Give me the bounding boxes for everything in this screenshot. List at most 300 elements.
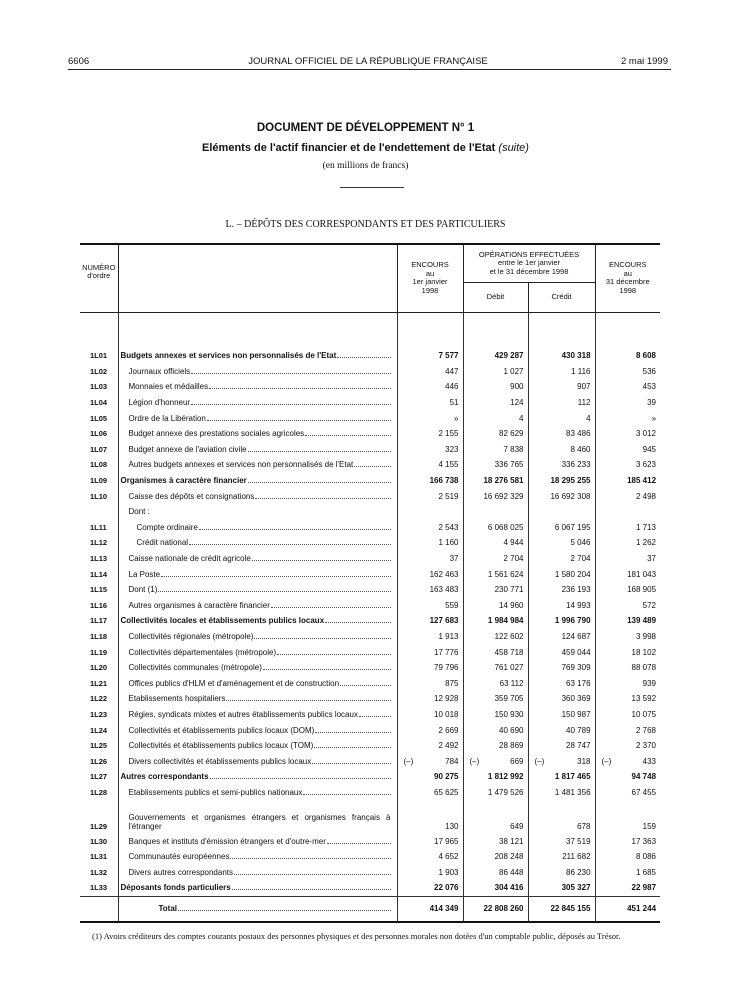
row-label-text: Légion d'honneur: [128, 398, 191, 408]
row-value: [528, 691, 595, 707]
subtitle-suffix: (suite): [498, 142, 529, 154]
row-value: [463, 348, 528, 364]
table-row: [80, 800, 660, 833]
row-value: [595, 535, 660, 551]
dot-leader: [248, 481, 391, 483]
row-code: 1L02: [90, 366, 108, 376]
row-label-text: Offices publics d'HLM et d'aménagement et de construction: [128, 678, 340, 688]
value-text: 1 812 992: [487, 772, 524, 782]
value-text: 2 370: [635, 741, 657, 751]
h-es-3: 1998: [421, 285, 439, 295]
row-value: [397, 675, 463, 691]
row-label-text: Dont :: [128, 507, 150, 517]
row-label: [118, 800, 397, 833]
table-row: [80, 691, 660, 707]
row-code: 1L29: [90, 822, 108, 832]
row-value: [463, 675, 528, 691]
value-text: 65 625: [434, 787, 459, 797]
row-code: 1L08: [90, 460, 108, 470]
value-text: 336 233: [561, 460, 591, 470]
dot-leader: [337, 356, 390, 358]
header-numero-line2: d'ordre: [87, 271, 111, 281]
negative-marker: (–): [403, 756, 414, 766]
row-value: [528, 660, 595, 676]
value-text: 124 687: [561, 631, 591, 641]
row-code: 1L07: [90, 444, 108, 454]
table-row: [80, 707, 660, 723]
value-text: 939: [642, 678, 657, 688]
table-row: [80, 753, 660, 769]
row-label: [118, 738, 397, 754]
row-label: [118, 753, 397, 769]
dot-leader: [189, 543, 390, 545]
row-value: [595, 566, 660, 582]
h-ee-3: 1998: [619, 285, 637, 295]
header-label: [118, 244, 397, 312]
row-value: [397, 769, 463, 785]
row-label-text: Budget annexe des prestations sociales agricoles: [128, 429, 305, 439]
value-text: 429 287: [494, 351, 524, 361]
row-value: [528, 722, 595, 738]
h-es-1: au: [425, 268, 435, 278]
table-row: [80, 566, 660, 582]
value-text: 79 796: [434, 663, 459, 673]
row-label: [118, 473, 397, 489]
table-row: [80, 520, 660, 536]
table-row: [80, 613, 660, 629]
dot-leader: [327, 842, 391, 844]
row-code: 1L26: [90, 756, 108, 766]
value-text: 83 486: [566, 429, 591, 439]
row-value: [595, 598, 660, 614]
row-label-text: Dont (1): [128, 585, 158, 595]
dot-leader: [161, 575, 390, 577]
header-encours-end: [595, 244, 660, 312]
row-code: 1L14: [90, 569, 108, 579]
row-label-text: Divers collectivités et établissements publics locaux: [128, 756, 312, 766]
row-value: [595, 644, 660, 660]
row-value: [397, 849, 463, 865]
row-value: [595, 613, 660, 629]
row-value: [463, 551, 528, 567]
value-text: 90 275: [434, 772, 459, 782]
value-text: 761 027: [494, 663, 524, 673]
units-note: (en millions de francs): [322, 161, 409, 171]
header-operations: [463, 244, 595, 282]
value-text: 17 776: [434, 647, 459, 657]
value-text: 678: [577, 822, 591, 832]
row-code: 1L04: [90, 398, 108, 408]
row-code: 1L30: [90, 836, 108, 846]
row-label-text: Collectivités et établissements publics locaux (DOM): [128, 725, 315, 735]
row-value: [595, 785, 660, 801]
row-value: [463, 457, 528, 473]
negative-marker: (–): [601, 756, 612, 766]
value-text: 22 845 155: [550, 904, 591, 914]
row-value: [595, 348, 660, 364]
row-label-text: Collectivités et établissements publics locaux (TOM): [128, 741, 314, 751]
row-value: [528, 582, 595, 598]
h-es-2: 1er janvier: [412, 277, 448, 287]
dot-leader: [248, 450, 391, 452]
value-text: 122 602: [494, 631, 524, 641]
value-text: 1 817 465: [554, 772, 591, 782]
table-row: [80, 660, 660, 676]
row-value: [528, 504, 595, 520]
row-value: [528, 800, 595, 833]
value-text: 12 928: [434, 694, 459, 704]
header-credit: Crédit: [528, 282, 595, 312]
value-text: 875: [445, 678, 459, 688]
row-value: [463, 613, 528, 629]
value-text: 18 295 255: [550, 476, 591, 486]
row-value: [595, 880, 660, 896]
row-code: 1L27: [90, 772, 108, 782]
dot-leader: [191, 403, 390, 405]
value-text: 4: [519, 413, 524, 423]
row-value: [397, 722, 463, 738]
separator-rule: [340, 187, 404, 188]
header-debit: Débit: [463, 282, 528, 312]
row-code: 1L31: [90, 852, 108, 862]
value-text: 82 629: [499, 429, 524, 439]
value-text: »: [454, 413, 459, 423]
row-label: [118, 566, 397, 582]
row-value: [595, 707, 660, 723]
row-value: [528, 613, 595, 629]
dot-leader: [312, 762, 390, 764]
section-title: L. – DÉPÔTS DES CORRESPONDANTS ET DES PARTICULIERS: [225, 219, 506, 230]
value-text: 1 479 526: [487, 787, 524, 797]
row-label: [118, 551, 397, 567]
value-text: 14 993: [566, 600, 591, 610]
row-code: 1L13: [90, 554, 108, 564]
row-value: [397, 566, 463, 582]
row-value: [397, 707, 463, 723]
table-row: [80, 364, 660, 380]
row-value: [463, 864, 528, 880]
negative-marker: (–): [469, 756, 480, 766]
row-label-text: Budget annexe de l'aviation civile: [128, 444, 247, 454]
row-value: [397, 395, 463, 411]
row-label: [118, 488, 397, 504]
row-value: [463, 753, 528, 769]
value-text: 230 771: [494, 585, 524, 595]
row-label: [118, 520, 397, 536]
row-value: [397, 613, 463, 629]
row-code: 1L10: [90, 491, 108, 501]
row-value: [397, 738, 463, 754]
table-row: [80, 426, 660, 442]
row-code: 1L11: [90, 522, 107, 532]
row-code: 1L21: [90, 678, 108, 688]
row-value: [397, 473, 463, 489]
row-value: [463, 880, 528, 896]
row-value: [463, 691, 528, 707]
row-value: [397, 660, 463, 676]
value-text: 453: [642, 382, 657, 392]
value-text: 181 043: [627, 569, 657, 579]
row-label-text: Autres organismes à caractère financier: [128, 600, 270, 610]
row-value: [595, 629, 660, 645]
row-label-text: Etablissements hospitaliers: [128, 694, 226, 704]
row-value: [397, 864, 463, 880]
table-row: [80, 488, 660, 504]
value-text: 10 075: [631, 709, 657, 719]
row-code: 1L01: [90, 351, 108, 361]
row-value: [595, 864, 660, 880]
dot-leader: [232, 888, 391, 890]
value-text: 1 116: [571, 366, 591, 376]
row-code: 1L15: [90, 585, 108, 595]
row-code: [80, 896, 118, 922]
row-label: [118, 426, 397, 442]
row-value: [595, 582, 660, 598]
value-text: 2 155: [438, 429, 459, 439]
row-value: [595, 722, 660, 738]
value-text: 14 960: [499, 600, 524, 610]
value-text: 8 086: [635, 852, 657, 862]
value-text: 37: [647, 554, 657, 564]
row-value: [528, 833, 595, 849]
negative-marker: (–): [534, 756, 545, 766]
row-value: [463, 629, 528, 645]
value-text: 168 905: [627, 585, 657, 595]
dot-leader: [209, 387, 390, 389]
row-label-text: Divers autres correspondants: [128, 867, 233, 877]
value-text: 1 160: [438, 538, 459, 548]
value-text: »: [651, 413, 657, 423]
value-text: 39: [647, 398, 657, 408]
row-value: [595, 675, 660, 691]
value-text: 446: [445, 382, 459, 392]
row-value: [397, 833, 463, 849]
value-text: 8 460: [570, 444, 591, 454]
row-value: [463, 473, 528, 489]
value-text: 211 682: [562, 852, 591, 862]
dot-leader: [252, 559, 391, 561]
value-text: 430 318: [561, 351, 591, 361]
value-text: 945: [642, 444, 657, 454]
row-value: [397, 551, 463, 567]
value-text: 63 112: [499, 678, 524, 688]
value-text: 669: [510, 756, 524, 766]
value-text: 28 869: [499, 741, 524, 751]
row-value: [463, 896, 528, 922]
dot-leader: [226, 699, 390, 701]
dot-leader: [199, 528, 391, 530]
row-code: 1L19: [90, 647, 108, 657]
value-text: 150 987: [561, 709, 591, 719]
row-value: [463, 722, 528, 738]
value-text: 185 412: [627, 476, 657, 486]
value-text: 112: [577, 398, 591, 408]
row-value: [397, 364, 463, 380]
value-text: 1 561 624: [487, 569, 524, 579]
value-text: 40 789: [566, 725, 591, 735]
row-code: 1L12: [90, 538, 108, 548]
value-text: 22 987: [631, 883, 657, 893]
value-text: 305 327: [561, 883, 591, 893]
value-text: 649: [510, 822, 524, 832]
row-label-text: Autres correspondants: [120, 772, 209, 782]
running-header: [68, 56, 668, 68]
row-code: 1L32: [90, 867, 108, 877]
row-label: [118, 675, 397, 691]
row-value: [595, 488, 660, 504]
value-text: 1 027: [503, 366, 524, 376]
value-text: 5 046: [570, 538, 591, 548]
document-subtitle: [0, 142, 731, 154]
h-op-2: et le 31 décembre 1998: [489, 266, 569, 276]
row-label: [118, 364, 397, 380]
row-label: [118, 613, 397, 629]
value-text: 22 076: [434, 883, 459, 893]
row-label-text: Collectivités régionales (métropole): [128, 631, 254, 641]
header-numero: [80, 244, 118, 312]
value-text: 3 998: [635, 631, 657, 641]
h-es-0: ENCOURS: [411, 260, 449, 270]
row-code: 1L09: [90, 476, 108, 486]
row-value: [528, 457, 595, 473]
table-row: [80, 582, 660, 598]
footnote: (1) Avoirs créditeurs des comptes courants postaux des personnes physiques et des personnes morales non dotées d'un comptable public, déposés au Trésor.: [92, 931, 621, 941]
row-value: [595, 426, 660, 442]
row-value: [528, 473, 595, 489]
row-label: [118, 348, 397, 364]
row-value: [397, 896, 463, 922]
row-value: [397, 598, 463, 614]
row-value: [397, 410, 463, 426]
dot-leader: [315, 731, 390, 733]
value-text: 1 996 790: [554, 616, 591, 626]
row-label-text: Etablissements publics et semi-publics nationaux: [128, 787, 303, 797]
row-code: 1L28: [90, 787, 108, 797]
value-text: 3 012: [635, 429, 657, 439]
row-value: [528, 769, 595, 785]
row-value: [528, 535, 595, 551]
dot-leader: [191, 372, 390, 374]
value-text: 10 018: [434, 709, 459, 719]
value-text: 433: [642, 756, 657, 766]
row-label: [118, 896, 397, 922]
row-value: [528, 864, 595, 880]
row-value: [463, 738, 528, 754]
value-text: 162 463: [429, 569, 459, 579]
row-label: [118, 598, 397, 614]
row-value: [463, 598, 528, 614]
value-text: 163 483: [429, 585, 459, 595]
row-value: [528, 520, 595, 536]
value-text: 559: [445, 600, 459, 610]
deposits-table: [80, 243, 660, 923]
value-text: 139 489: [627, 616, 657, 626]
table-row: [80, 833, 660, 849]
value-text: 38 121: [499, 836, 524, 846]
row-label: [118, 849, 397, 865]
row-value: [463, 582, 528, 598]
value-text: 37 519: [566, 836, 591, 846]
row-label: [118, 785, 397, 801]
value-text: 8 608: [635, 351, 657, 361]
value-text: 4 652: [438, 852, 459, 862]
value-text: 1 262: [635, 538, 657, 548]
row-label: [118, 504, 397, 520]
value-text: 208 248: [494, 852, 524, 862]
row-value: [463, 769, 528, 785]
row-label: [118, 722, 397, 738]
row-value: [463, 379, 528, 395]
row-label-text: Budgets annexes et services non personnalisés de l'Etat: [120, 351, 337, 361]
row-label: [118, 410, 397, 426]
dot-leader: [254, 637, 390, 639]
row-value: [463, 442, 528, 458]
row-code: 1L20: [90, 663, 108, 673]
row-value: [595, 660, 660, 676]
value-text: 1 713: [635, 522, 657, 532]
row-value: [528, 738, 595, 754]
value-text: 907: [577, 382, 591, 392]
row-code: 1L16: [90, 600, 108, 610]
row-label-text: Ordre de la Libération: [128, 413, 206, 423]
value-text: 336 765: [494, 460, 524, 470]
row-value: [528, 364, 595, 380]
row-value: [595, 833, 660, 849]
row-value: [528, 395, 595, 411]
value-text: 86 230: [566, 867, 591, 877]
row-label: [118, 691, 397, 707]
row-value: [463, 504, 528, 520]
row-value: [595, 769, 660, 785]
row-value: [595, 691, 660, 707]
h-ee-2: 31 décembre: [605, 277, 650, 287]
value-text: 4 155: [438, 460, 459, 470]
row-value: [463, 395, 528, 411]
value-text: 459 044: [561, 647, 591, 657]
row-label: [118, 769, 397, 785]
value-text: 900: [510, 382, 524, 392]
row-value: [528, 442, 595, 458]
row-label-text: Collectivités départementales (métropole): [128, 647, 277, 657]
value-text: 447: [445, 366, 459, 376]
value-text: 1 481 356: [554, 787, 591, 797]
row-label: [118, 660, 397, 676]
table-row: [80, 598, 660, 614]
row-value: [528, 644, 595, 660]
row-value: [528, 675, 595, 691]
row-value: [397, 488, 463, 504]
dot-leader: [271, 606, 391, 608]
table-row: [80, 348, 660, 364]
row-value: [528, 379, 595, 395]
row-value: [595, 395, 660, 411]
header-encours-start: [397, 244, 463, 312]
row-value: [397, 629, 463, 645]
dot-leader: [314, 746, 390, 748]
dot-leader: [234, 873, 391, 875]
value-text: 1 903: [438, 867, 459, 877]
row-code: [80, 504, 118, 520]
row-value: [463, 644, 528, 660]
issue-date: 2 mai 1999: [620, 56, 668, 67]
row-value: [528, 551, 595, 567]
row-label: [118, 864, 397, 880]
value-text: 1 984 984: [487, 616, 524, 626]
row-value: [463, 426, 528, 442]
table-row: [80, 769, 660, 785]
value-text: 1 580 204: [554, 569, 591, 579]
value-text: 451 244: [627, 904, 657, 914]
